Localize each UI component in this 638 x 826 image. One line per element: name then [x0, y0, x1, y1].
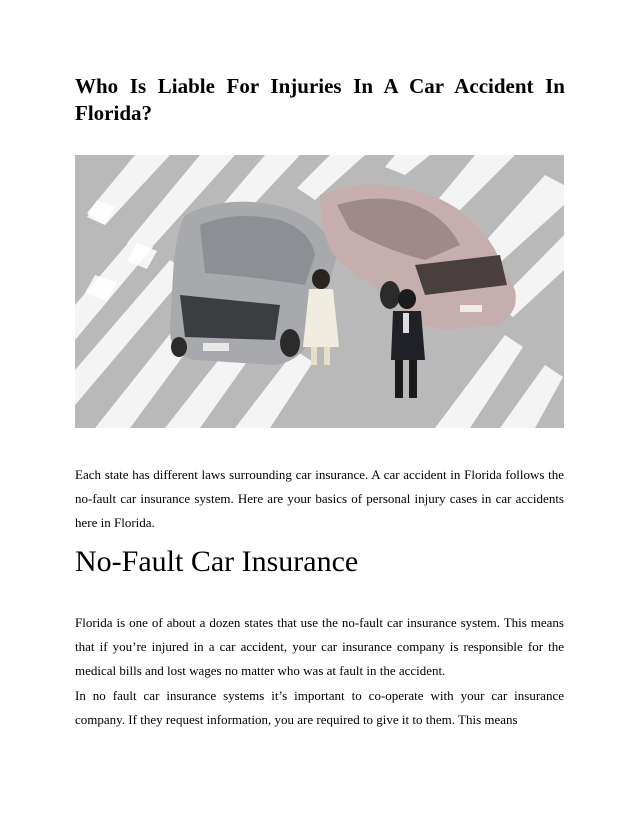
section-body [75, 611, 564, 732]
section-heading: No-Fault Car Insurance [75, 545, 359, 578]
page-title: Who Is Liable For Injuries In A Car Accident In Florida? [75, 74, 565, 125]
car-accident-illustration [75, 155, 564, 428]
car-accident-photo [75, 155, 564, 428]
body-paragraph-1: Florida is one of about a dozen states that use the no-fault car insurance system. This means that if you’re injured in a car accident, your car insurance company is responsible for the medical bills and lost wages no matter who was at fault in the accident. [75, 615, 564, 679]
intro-paragraph: Each state has different laws surrounding car insurance. A car accident in Florida follows the no-fault car insurance system. Here are your basics of personal injury cases in car accidents here in Florida. [75, 467, 564, 530]
body-paragraph-2: In no fault car insurance systems it’s important to co-operate with your car insurance company. If they request information, you are required to give it to them. This means [75, 687, 564, 727]
